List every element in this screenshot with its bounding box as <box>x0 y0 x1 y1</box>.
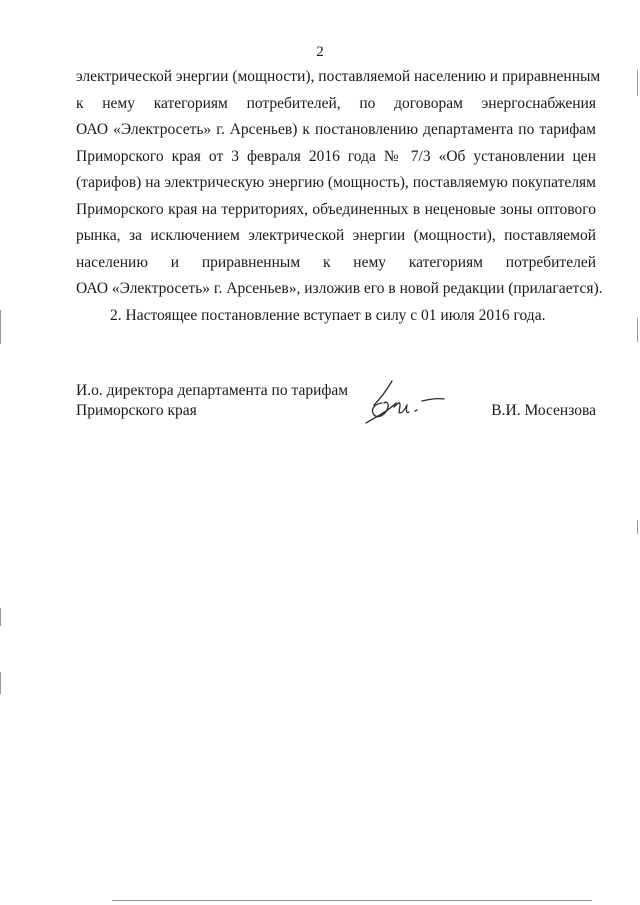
handwritten-signature-icon <box>362 377 446 429</box>
paragraph-line: населению и приравненным к нему категориям потребителей <box>76 253 596 271</box>
paragraph-line: рынка, за исключением электрической энергии (мощности), поставляемой <box>76 227 596 244</box>
body-text <box>76 64 603 329</box>
paragraph-line: Приморского края на территориях, объединенных в неценовые зоны оптового <box>76 200 596 218</box>
paragraph-2: 2. Настоящее постановление вступает в силу с 01 июля 2016 года. <box>110 306 546 324</box>
scan-edge-mark <box>0 608 1 626</box>
scan-edge-mark <box>0 310 1 344</box>
page-number: 2 <box>316 44 324 60</box>
paragraph-line: (тарифов) на электрическую энергию (мощность), поставляемую покупателям <box>76 174 596 191</box>
signature-block <box>76 381 596 441</box>
scan-edge-mark <box>637 520 638 534</box>
signatory-title <box>76 381 348 421</box>
scan-edge-mark <box>637 318 638 342</box>
scan-edge-mark <box>112 900 592 901</box>
signatory-title-line-1: И.о. директора департамента по тарифам <box>76 382 349 399</box>
paragraph-line: ОАО «Электросеть» г. Арсеньев) к постановлению департамента по тарифам <box>76 121 596 138</box>
signatory-name: В.И. Мосензова <box>491 402 596 419</box>
scan-edge-mark <box>0 672 1 694</box>
paragraph-line: Приморского края от 3 февраля 2016 года № 7/3 «Об установлении цен <box>76 147 596 165</box>
scan-edge-mark <box>637 70 638 96</box>
paragraph-line: ОАО «Электросеть» г. Арсеньев», изложив его в новой редакции (прилагается). <box>76 280 603 297</box>
paragraph-line: электрической энергии (мощности), поставляемой населению и приравненным <box>76 68 601 85</box>
paragraph-line: к нему категориям потребителей, по договорам энергоснабжения <box>76 94 596 112</box>
signatory-title-line-2: Приморского края <box>76 402 197 419</box>
